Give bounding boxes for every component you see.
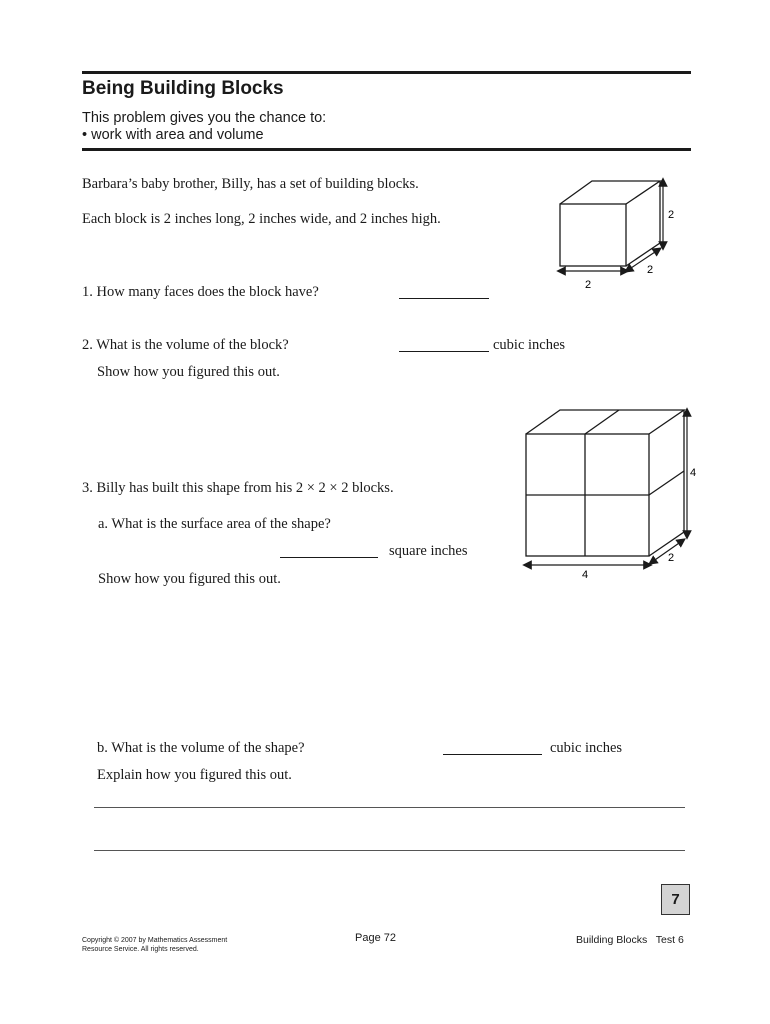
question-3b: b. What is the volume of the shape? <box>97 740 305 756</box>
answer-blank-q3a[interactable] <box>280 543 378 558</box>
test-label: Building Blocks Test 6 <box>576 934 684 946</box>
answer-blank-q3b[interactable] <box>443 740 542 755</box>
question-2: 2. What is the volume of the block? <box>82 337 289 353</box>
shape-width-label: 4 <box>582 569 589 581</box>
page-number: Page 72 <box>355 932 396 944</box>
block-side-face <box>626 181 660 266</box>
block-height-label: 2 <box>668 209 675 221</box>
q3b-unit: cubic inches <box>550 740 623 756</box>
q3a-show-work: Show how you figured this out. <box>98 571 281 587</box>
score-box: 7 <box>661 884 690 915</box>
q3b-explain: Explain how you figured this out. <box>97 767 292 783</box>
q3a-unit: square inches <box>389 543 468 559</box>
copyright-line-1: Copyright © 2007 by Mathematics Assessment <box>82 937 228 944</box>
copyright-line-2: Resource Service. All rights reserved. <box>82 946 199 953</box>
answer-blank-q2[interactable] <box>399 337 489 352</box>
q2-unit: cubic inches <box>493 337 566 353</box>
shape-height-label: 4 <box>690 467 697 479</box>
header-bottom-rule <box>82 148 691 151</box>
intro-paragraph-1: Barbara’s baby brother, Billy, has a set of building blocks. <box>82 176 419 192</box>
block-front-face <box>560 204 626 266</box>
block-width-label: 2 <box>585 279 592 291</box>
shape-side-divider <box>649 471 684 495</box>
shape-depth-label: 2 <box>668 552 675 564</box>
question-3a: a. What is the surface area of the shape? <box>98 516 331 532</box>
q2-show-work: Show how you figured this out. <box>97 364 280 380</box>
intro-text: This problem gives you the chance to: <box>82 110 327 126</box>
block-depth-label: 2 <box>647 264 654 276</box>
question-3: 3. Billy has built this shape from his 2 × 2 × 2 blocks. <box>82 480 394 496</box>
intro-paragraph-2: Each block is 2 inches long, 2 inches wide, and 2 inches high. <box>82 211 441 227</box>
shape-top-face <box>526 410 684 434</box>
shape-top-divider <box>585 410 619 434</box>
explanation-line-1[interactable] <box>94 807 685 808</box>
question-1: 1. How many faces does the block have? <box>82 284 319 300</box>
answer-blank-q1[interactable] <box>399 284 489 299</box>
block-top-face <box>560 181 660 204</box>
copyright-notice <box>82 936 227 954</box>
page-title: Being Building Blocks <box>82 78 284 99</box>
block-figure <box>552 176 692 296</box>
intro-bullet: • work with area and volume <box>82 127 264 143</box>
block-depth-arrow <box>628 250 658 270</box>
top-rule <box>82 71 691 74</box>
explanation-line-2[interactable] <box>94 850 685 851</box>
shape-figure <box>518 404 700 582</box>
